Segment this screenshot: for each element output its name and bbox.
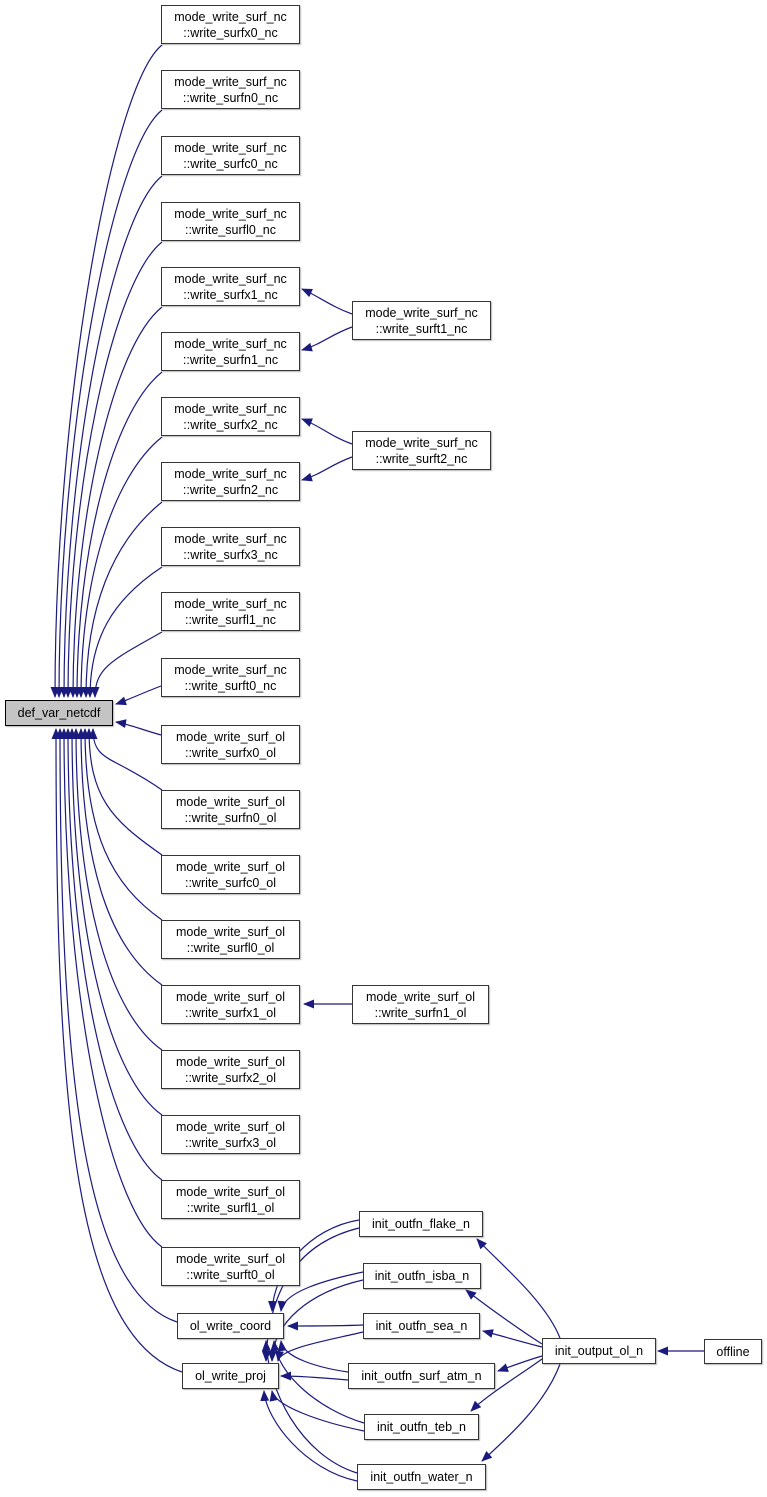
node-label: mode_write_surf_nc [174, 596, 287, 611]
edge-write_surfl1_ol-to-def_var_netcdf [68, 729, 162, 1180]
node-label: mode_write_surf_nc [174, 206, 287, 221]
node-label: ::write_surfl0_ol [186, 940, 275, 955]
edge-init_outfn_surf_atm_n-to-ol_write_coord [281, 1341, 348, 1372]
node-write_surfn0_nc[interactable] [161, 70, 300, 109]
node-label: ::write_surfn2_nc [182, 482, 279, 497]
node-write_surfl1_ol[interactable] [161, 1180, 300, 1219]
edge-init_outfn_sea_n-to-ol_write_proj [278, 1332, 363, 1361]
node-label: ::write_surfc0_ol [184, 875, 276, 890]
node-label: ::write_surfl0_nc [184, 222, 276, 237]
node-label: mode_write_surf_ol [175, 924, 286, 939]
node-init_outfn_teb_n[interactable] [364, 1414, 479, 1440]
node-label: mode_write_surf_ol [175, 794, 286, 809]
edge-write_surft2_nc-to-write_surfn2_nc [302, 457, 352, 480]
node-ol_write_proj[interactable] [182, 1363, 279, 1389]
edge-write_surfn1_nc-to-def_var_netcdf [77, 372, 162, 697]
node-label: mode_write_surf_nc [174, 140, 287, 155]
node-label: ::write_surft0_ol [186, 1267, 275, 1282]
node-write_surfx0_ol[interactable] [161, 725, 300, 764]
node-label: mode_write_surf_nc [174, 662, 287, 677]
node-init_outfn_sea_n[interactable] [363, 1313, 480, 1339]
edge-write_surft1_nc-to-write_surfn1_nc [302, 327, 352, 350]
node-init_outfn_water_n[interactable] [357, 1464, 486, 1490]
edge-ol_write_coord-to-def_var_netcdf [60, 729, 177, 1322]
node-label: mode_write_surf_nc [365, 435, 478, 450]
node-def_var_netcdf[interactable] [5, 700, 113, 726]
node-label: mode_write_surf_nc [174, 9, 287, 24]
node-label: mode_write_surf_ol [175, 729, 286, 744]
edge-write_surfc0_ol-to-def_var_netcdf [89, 729, 162, 855]
node-label: ::write_surfx2_nc [183, 417, 278, 432]
node-label: ::write_surfx1_nc [183, 287, 278, 302]
node-write_surfx1_ol[interactable] [161, 985, 300, 1024]
edge-write_surft0_nc-to-def_var_netcdf [116, 686, 161, 704]
edge-write_surft1_nc-to-write_surfx1_nc [302, 289, 352, 314]
node-ol_write_coord[interactable] [177, 1313, 284, 1339]
node-label: mode_write_surf_nc [174, 466, 287, 481]
node-label: mode_write_surf_ol [175, 1184, 286, 1199]
node-label: mode_write_surf_ol [175, 1119, 286, 1134]
node-write_surfx3_nc[interactable] [161, 527, 300, 566]
node-label: mode_write_surf_ol [175, 1054, 286, 1069]
node-label: mode_write_surf_nc [174, 401, 287, 416]
node-label: ::write_surfx1_ol [184, 1005, 276, 1020]
node-label: mode_write_surf_nc [365, 305, 478, 320]
edge-write_surfx0_ol-to-def_var_netcdf [116, 722, 161, 735]
node-label: mode_write_surf_ol [175, 1251, 286, 1266]
node-label: mode_write_surf_nc [174, 531, 287, 546]
node-offline[interactable] [704, 1339, 762, 1364]
node-write_surft0_nc[interactable] [161, 658, 300, 697]
node-label: ::write_surfc0_nc [183, 156, 278, 171]
edge-write_surfl0_nc-to-def_var_netcdf [68, 242, 162, 697]
edge-write_surfn0_nc-to-def_var_netcdf [59, 110, 162, 697]
node-label: mode_write_surf_ol [365, 989, 476, 1004]
edge-write_surfn0_ol-to-def_var_netcdf [93, 729, 162, 790]
node-label: ol_write_coord [189, 1319, 272, 1333]
node-label: ::write_surfl1_nc [184, 612, 276, 627]
node-write_surfx2_ol[interactable] [161, 1050, 300, 1089]
node-init_output_ol_n[interactable] [542, 1338, 656, 1364]
node-label: mode_write_surf_ol [175, 989, 286, 1004]
node-label: init_outfn_water_n [370, 1470, 473, 1484]
node-label: def_var_netcdf [17, 706, 101, 720]
node-label: ::write_surft1_nc [375, 321, 468, 336]
node-write_surfl1_nc[interactable] [161, 592, 300, 631]
edge-write_surfx3_ol-to-def_var_netcdf [72, 729, 162, 1115]
edge-write_surfc0_nc-to-def_var_netcdf [64, 176, 162, 697]
node-label: ::write_surfx0_ol [184, 745, 276, 760]
node-write_surft2_nc[interactable] [352, 431, 491, 470]
node-label: ::write_surfx3_nc [183, 547, 278, 562]
edge-write_surfx3_nc-to-def_var_netcdf [90, 567, 162, 697]
node-label: init_outfn_surf_atm_n [361, 1369, 482, 1383]
edge-write_surft2_nc-to-write_surfx2_nc [302, 419, 352, 444]
edge-init_outfn_isba_n-to-ol_write_proj [272, 1280, 363, 1361]
node-label: ::write_surft2_nc [375, 451, 468, 466]
node-write_surfl0_nc[interactable] [161, 202, 300, 241]
edge-write_surfx2_ol-to-def_var_netcdf [76, 729, 162, 1050]
node-label: init_outfn_teb_n [377, 1420, 466, 1434]
node-label: mode_write_surf_ol [175, 859, 286, 874]
node-label: mode_write_surf_nc [174, 336, 287, 351]
node-write_surfx2_nc[interactable] [161, 397, 300, 436]
node-init_outfn_surf_atm_n[interactable] [348, 1363, 495, 1389]
node-label: init_output_ol_n [554, 1344, 644, 1358]
node-write_surfc0_nc[interactable] [161, 136, 300, 175]
node-label: mode_write_surf_nc [174, 74, 287, 89]
node-write_surft0_ol[interactable] [161, 1247, 300, 1286]
node-label: mode_write_surf_nc [174, 271, 287, 286]
edge-init_outfn_sea_n-to-ol_write_coord [288, 1325, 363, 1326]
edge-write_surfx1_nc-to-def_var_netcdf [73, 307, 162, 697]
node-label: ::write_surfl1_ol [186, 1200, 275, 1215]
node-write_surfn1_nc[interactable] [161, 332, 300, 371]
node-label: init_outfn_sea_n [375, 1319, 468, 1333]
node-label: ::write_surfn1_nc [182, 352, 279, 367]
node-label: ::write_surfx2_ol [184, 1070, 276, 1085]
node-write_surfx3_ol[interactable] [161, 1115, 300, 1154]
node-write_surfn2_nc[interactable] [161, 462, 300, 501]
node-label: ol_write_proj [195, 1369, 266, 1383]
node-init_outfn_isba_n[interactable] [363, 1263, 481, 1289]
node-label: ::write_surfx0_nc [183, 25, 278, 40]
node-init_outfn_flake_n[interactable] [359, 1211, 483, 1237]
node-write_surfx0_nc[interactable] [161, 5, 300, 44]
node-write_surfl0_ol[interactable] [161, 920, 300, 959]
edge-init_output_ol_n-to-init_outfn_flake_n [477, 1239, 560, 1338]
node-write_surfn0_ol[interactable] [161, 790, 300, 829]
node-write_surfn1_ol[interactable] [352, 985, 489, 1024]
node-label: offline [716, 1344, 750, 1359]
edge-write_surfx1_ol-to-def_var_netcdf [81, 729, 162, 985]
node-label: ::write_surfn0_ol [184, 810, 277, 825]
edge-write_surfl1_nc-to-def_var_netcdf [95, 632, 162, 697]
node-label: ::write_surft0_nc [184, 678, 277, 693]
node-label: ::write_surfx3_ol [184, 1135, 276, 1150]
node-write_surft1_nc[interactable] [352, 301, 491, 340]
node-label: init_outfn_isba_n [374, 1269, 470, 1283]
node-label: ::write_surfn0_nc [182, 90, 279, 105]
node-label: init_outfn_flake_n [372, 1217, 470, 1231]
node-write_surfx1_nc[interactable] [161, 267, 300, 306]
node-label: ::write_surfn1_ol [374, 1005, 467, 1020]
node-write_surfc0_ol[interactable] [161, 855, 300, 894]
